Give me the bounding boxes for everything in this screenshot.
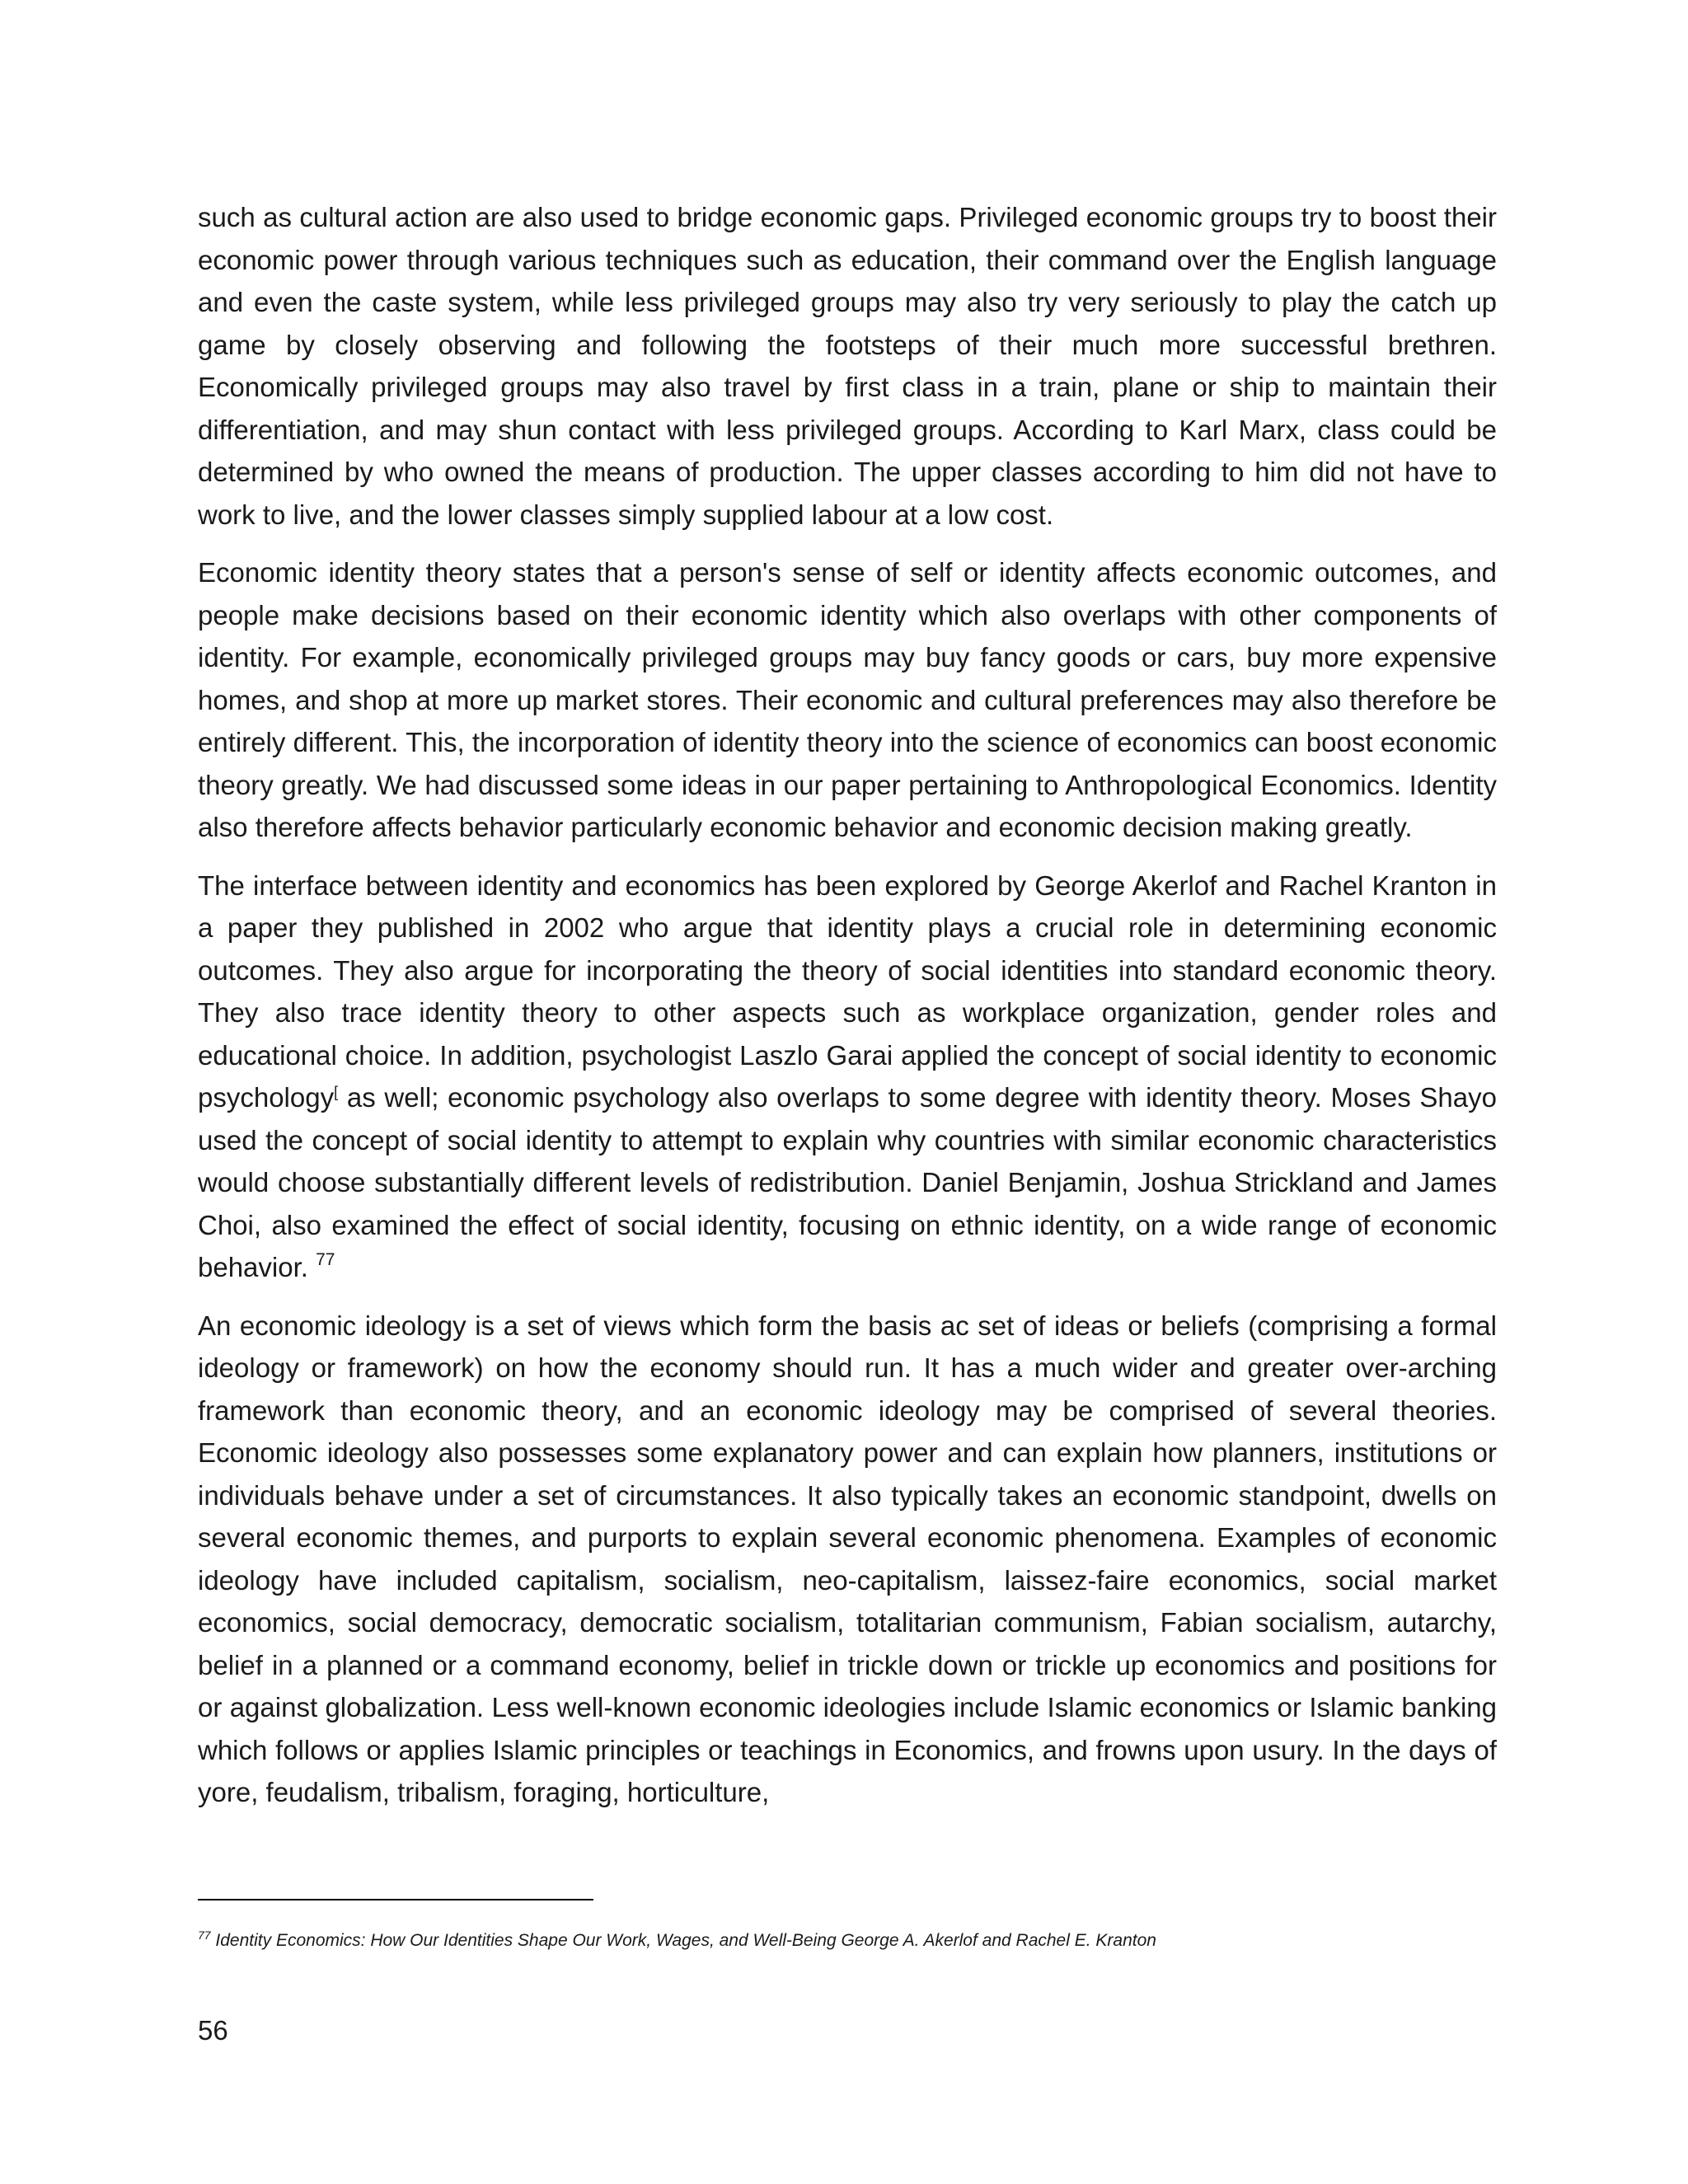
page-number: 56 — [198, 2015, 228, 2046]
paragraph-3 — [198, 865, 1497, 1289]
stray-bracket-mark: [ — [334, 1084, 339, 1100]
footnote-reference[interactable]: 77 — [316, 1250, 335, 1269]
paragraph-2: Economic identity theory states that a person's sense of self or identity affects economic outcomes, and people make decisions based on their economic identity which also overlaps with other components of identity. For example, economically privileged groups may buy fancy goods or cars, buy more expensive homes, and shop at more up market stores. Their economic and cultural preferences may also therefore be entirely different. This, the incorporation of identity theory into the science of economics can boost economic theory greatly. We had discussed some ideas in our paper pertaining to Anthropological Economics. Identity also therefore affects behavior particularly economic behavior and economic decision making greatly. — [198, 557, 1497, 842]
paragraph-3-text-after: as well; economic psychology also overlaps to some degree with identity theory. Moses Shayo used the concept of social identity to attempt to explain why countries with similar economic characteristics would choose substantially different levels of redistribution. Daniel Benjamin, Joshua Strickland and James Choi, also examined the effect of social identity, focusing on ethnic identity, on a wide range of economic behavior. — [198, 1082, 1497, 1282]
footnote-number: 77 — [198, 1929, 211, 1942]
footnote-text: Identity Economics: How Our Identities Shape Our Work, Wages, and Well-Being George A. Akerlof and Rachel E. Kranton — [210, 1931, 1156, 1950]
footnote — [198, 1929, 1497, 1953]
paragraph-1: such as cultural action are also used to bridge economic gaps. Privileged economic groups try to boost their economic power through various techniques such as education, their command over the English language and even the caste system, while less privileged groups may also try very seriously to play the catch up game by closely observing and following the footsteps of their much more successful brethren. Economically privileged groups may also travel by first class in a train, plane or ship to maintain their differentiation, and may shun contact with less privileged groups. According to Karl Marx, class could be determined by who owned the means of production. The upper classes according to him did not have to work to live, and the lower classes simply supplied labour at a low cost. — [198, 202, 1497, 530]
footnote-separator — [198, 1899, 593, 1900]
paragraph-3-text-before: The interface between identity and economics has been explored by George Akerlof and Rachel Kranton in a paper they published in 2002 who argue that identity plays a crucial role in determining economic outcomes. They also argue for incorporating the theory of social identities into standard economic theory. They also trace identity theory to other aspects such as workplace organization, gender roles and educational choice. In addition, psychologist Laszlo Garai applied the concept of social identity to economic psychology — [198, 869, 1497, 1113]
paragraph-4: An economic ideology is a set of views which form the basis ac set of ideas or beliefs (comprising a formal ideology or framework) on how the economy should run. It has a much wider and greater over-arching framework than economic theory, and an economic ideology may be comprised of several theories. Economic ideology also possesses some explanatory power and can explain how planners, institutions or individuals behave under a set of circumstances. It also typically takes an economic standpoint, dwells on several economic themes, and purports to explain several economic phenomena. Examples of economic ideology have included capitalism, socialism, neo-capitalism, laissez-faire economics, social market economics, social democracy, democratic socialism, totalitarian communism, Fabian socialism, autarchy, belief in a planned or a command economy, belief in trickle down or trickle up economics and positions for or against globalization. Less well-known economic ideologies include Islamic economics or Islamic banking which follows or applies Islamic principles or teachings in Economics, and frowns upon usury. In the days of yore, feudalism, tribalism, foraging, horticulture, — [198, 1310, 1497, 1807]
body-text — [198, 196, 1497, 1830]
